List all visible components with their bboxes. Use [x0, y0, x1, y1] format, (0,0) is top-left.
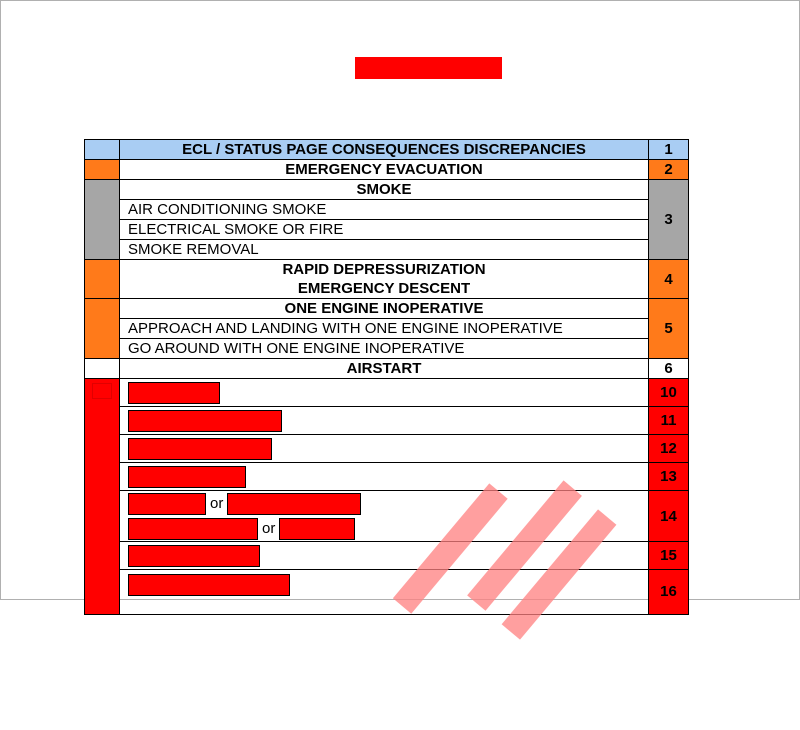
redaction-bar [279, 518, 355, 540]
redacted-number-14: 14 [649, 491, 689, 542]
section-number-3: 3 [649, 180, 689, 260]
section-item-go-around: GO AROUND WITH ONE ENGINE INOPERATIVE [120, 339, 649, 359]
section-row-5[interactable] [85, 299, 689, 319]
section-item-air-conditioning-smoke: AIR CONDITIONING SMOKE [120, 200, 649, 220]
section-marker-3 [85, 180, 120, 260]
redacted-row-11[interactable] [85, 407, 689, 435]
section-row-2[interactable] [85, 160, 689, 180]
section-title-4-line1: RAPID DEPRESSURIZATION [282, 261, 486, 278]
section-title-3: SMOKE [120, 180, 649, 200]
section-title-5: ONE ENGINE INOPERATIVE [120, 299, 649, 319]
redaction-bar [128, 574, 290, 596]
redacted-row-13[interactable] [85, 463, 689, 491]
section-marker-6 [85, 359, 120, 379]
checklist-index-table [84, 139, 689, 615]
redacted-number-10: 10 [649, 379, 689, 407]
section-item-smoke-removal: SMOKE REMOVAL [120, 240, 649, 260]
redacted-number-11: 11 [649, 407, 689, 435]
section-title-1: ECL / STATUS PAGE CONSEQUENCES DISCREPANCIES [120, 140, 649, 160]
section-item-row[interactable] [85, 339, 689, 359]
redaction-bar [128, 410, 282, 432]
section-title-4 [120, 260, 649, 299]
section-item-row[interactable] [85, 319, 689, 339]
top-redaction-block [355, 57, 502, 79]
redacted-number-15: 15 [649, 542, 689, 570]
redacted-item-13 [120, 463, 649, 491]
section-item-approach-landing: APPROACH AND LANDING WITH ONE ENGINE INOPERATIVE [120, 319, 649, 339]
redacted-number-12: 12 [649, 435, 689, 463]
section-number-6: 6 [649, 359, 689, 379]
redacted-number-13: 13 [649, 463, 689, 491]
or-connector: or [262, 520, 276, 537]
redacted-item-16 [120, 570, 649, 615]
redaction-bar [128, 382, 220, 404]
redacted-row-14[interactable] [85, 491, 689, 542]
section-row-3[interactable] [85, 180, 689, 200]
section-row-6[interactable] [85, 359, 689, 379]
redacted-row-16[interactable] [85, 570, 689, 615]
section-number-2: 2 [649, 160, 689, 180]
redacted-number-16: 16 [649, 570, 689, 615]
section-item-row[interactable] [85, 200, 689, 220]
redacted-item-11 [120, 407, 649, 435]
section-item-row[interactable] [85, 220, 689, 240]
redacted-row-12[interactable] [85, 435, 689, 463]
redacted-row-10[interactable] [85, 379, 689, 407]
redaction-bar [128, 493, 206, 515]
redacted-item-12 [120, 435, 649, 463]
section-marker-5 [85, 299, 120, 359]
redaction-bar [128, 518, 258, 540]
redaction-bar [128, 466, 246, 488]
redacted-marker-box [92, 383, 112, 399]
redacted-item-15 [120, 542, 649, 570]
section-marker-2 [85, 160, 120, 180]
redacted-line-2 [128, 516, 648, 541]
section-item-electrical-smoke: ELECTRICAL SMOKE OR FIRE [120, 220, 649, 240]
section-title-6: AIRSTART [120, 359, 649, 379]
section-title-4-line2: EMERGENCY DESCENT [297, 280, 471, 297]
section-marker-4 [85, 260, 120, 299]
section-title-2: EMERGENCY EVACUATION [120, 160, 649, 180]
redacted-item-14 [120, 491, 649, 542]
redaction-bar [128, 545, 260, 567]
or-connector: or [210, 495, 224, 512]
redacted-marker-column [85, 379, 120, 615]
section-number-5: 5 [649, 299, 689, 359]
section-row-4[interactable] [85, 260, 689, 299]
redacted-line-1 [128, 491, 648, 516]
redacted-item-10 [120, 379, 649, 407]
section-number-1: 1 [649, 140, 689, 160]
redaction-bar [128, 438, 272, 460]
section-marker-1 [85, 140, 120, 160]
section-item-row[interactable] [85, 240, 689, 260]
redacted-row-15[interactable] [85, 542, 689, 570]
redaction-bar [227, 493, 361, 515]
section-number-4: 4 [649, 260, 689, 299]
section-row-1[interactable] [85, 140, 689, 160]
